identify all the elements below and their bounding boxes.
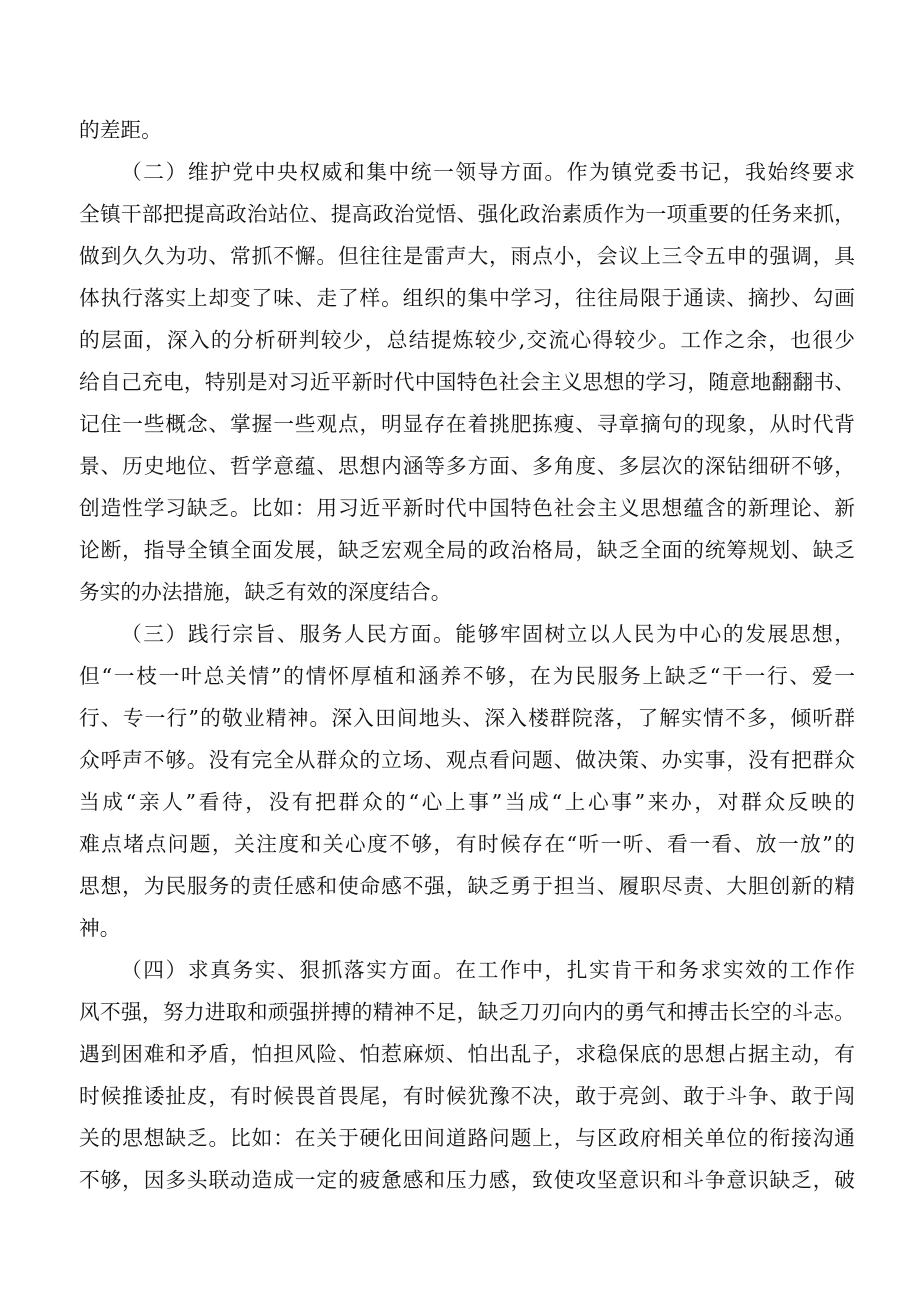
text-line: 神。: [79, 916, 121, 940]
text-line: 论断，指导全镇全面发展，缺乏宏观全局的政治格局，缺乏全面的统筹规划、缺乏: [79, 538, 855, 562]
text-line: 当成“亲人”看待，没有把群众的“心上事”当成“上心事”来办，对群众反映的: [79, 790, 855, 814]
text-line: 众呼声不够。没有完全从群众的立场、观点看问题、做决策、办实事，没有把群众: [79, 748, 855, 772]
text-line: 景、历史地位、哲学意蕴、思想内涵等多方面、多角度、多层次的深钻细研不够，: [79, 454, 855, 478]
text-line: 记住一些概念、掌握一些观点，明显存在着挑肥拣瘦、寻章摘句的现象，从时代背: [79, 412, 855, 436]
text-line: 给自己充电，特别是对习近平新时代中国特色社会主义思想的学习，随意地翻翻书、: [79, 370, 855, 394]
text-line: 时候推诿扯皮，有时候畏首畏尾，有时候犹豫不决，敢于亮剑、敢于斗争、敢于闯: [79, 1084, 855, 1108]
text-line: 风不强，努力进取和顽强拼搏的精神不足，缺乏刀刃向内的勇气和搏击长空的斗志。: [79, 1000, 855, 1024]
text-line: 但“一枝一叶总关情”的情怀厚植和涵养不够，在为民服务上缺乏“干一行、爱一: [79, 664, 855, 688]
text-line: 难点堵点问题，关注度和关心度不够，有时候存在“听一听、看一看、放一放”的: [79, 832, 855, 856]
text-line: 做到久久为功、常抓不懈。但往往是雷声大，雨点小，会议上三令五申的强调，具: [79, 244, 855, 268]
text-line: 务实的办法措施，缺乏有效的深度结合。: [79, 580, 452, 604]
text-line: 体执行落实上却变了味、走了样。组织的集中学习，往往局限于通读、摘抄、勾画: [79, 286, 855, 310]
text-line: 创造性学习缺乏。比如：用习近平新时代中国特色社会主义思想蕴含的新理论、新: [79, 496, 855, 520]
section-heading-line: （二）维护党中央权威和集中统一领导方面。作为镇党委书记，我始终要求: [121, 160, 855, 184]
text-line: 全镇干部把提高政治站位、提高政治觉悟、强化政治素质作为一项重要的任务来抓，: [79, 202, 855, 226]
text-line: 行、专一行”的敬业精神。深入田间地头、深入楼群院落，了解实情不多，倾听群: [79, 706, 855, 730]
section-heading-line: （四）求真务实、狠抓落实方面。在工作中，扎实肯干和务求实效的工作作: [121, 958, 855, 982]
text-line: 的层面，深入的分析研判较少，总结提炼较少,交流心得较少。工作之余，也很少: [79, 328, 855, 352]
section-heading-line: （三）践行宗旨、服务人民方面。能够牢固树立以人民为中心的发展思想，: [121, 622, 855, 646]
text-line: 不够，因多头联动造成一定的疲惫感和压力感，致使攻坚意识和斗争意识缺乏，破: [79, 1168, 855, 1192]
text-line: 思想，为民服务的责任感和使命感不强，缺乏勇于担当、履职尽责、大胆创新的精: [79, 874, 855, 898]
text-line: 遇到困难和矛盾，怕担风险、怕惹麻烦、怕出乱子，求稳保底的思想占据主动，有: [79, 1042, 855, 1066]
text-line: 关的思想缺乏。比如：在关于硬化田间道路问题上，与区政府相关单位的衔接沟通: [79, 1126, 855, 1150]
text-line: 的差距。: [79, 118, 162, 142]
